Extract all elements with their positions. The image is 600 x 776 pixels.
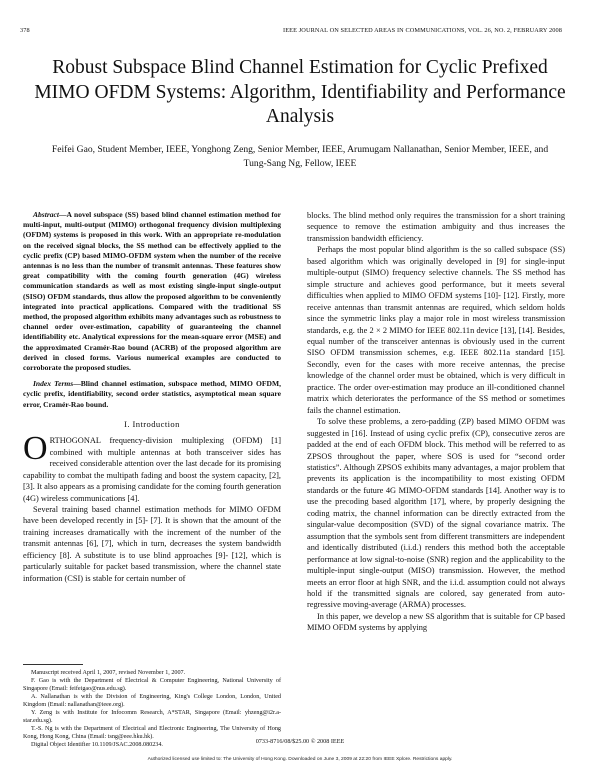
drop-cap: O [23, 430, 48, 468]
journal-header: IEEE JOURNAL ON SELECTED AREAS IN COMMUNICATIONS, VOL. 26, NO. 2, FEBRUARY 2008 [283, 27, 562, 34]
intro-paragraph-1-text: RTHOGONAL frequency-division multiplexing (OFDM) [1] combined with multiple antennas at both transceiver sides has received considerable attention over the last decade for its promising capability to combat the multipath fading and boost the system capacity, [2], [3]. It also appears as a promising candidate for the coming fourth generation (4G) wireless communications [4]. [23, 436, 281, 503]
footnote-gao: F. Gao is with the Department of Electrical & Computer Engineering, National University of Singapore (Email: feifeigao@nus.edu.sg). [23, 678, 281, 692]
footnote-doi: Digital Object Identifier 10.1109/JSAC.2008.080234. [31, 742, 163, 748]
author-line: Feifei Gao, Student Member, IEEE, Yonghong Zeng, Senior Member, IEEE, Arumugam Nallanathan, Senior Member, IEEE, and Tung-Sang Ng, Fellow, IEEE [51, 144, 549, 169]
authorized-use-notice: Authorized licensed use limited to: The University of Hong Kong. Downloaded on June 3, 2009 at 22:20 from IEEE Xplore. Restrictions apply. [147, 757, 453, 762]
left-column [23, 210, 281, 584]
copyright-line: 0733-8716/08/$25.00 © 2008 IEEE [255, 738, 345, 745]
section-heading: I. Introduction [124, 418, 180, 429]
abstract [23, 210, 281, 373]
index-terms-text: —Blind channel estimation, subspace method, MIMO OFDM, cyclic prefix, identifiability, second order statistics, asymptotical mean square error, Cramér-Rao bound. [23, 379, 281, 409]
page-number: 378 [20, 27, 30, 34]
footnote-nallanathan: A. Nallanathan is with the Division of Engineering, King's College London, London, United Kingdom (Email: nallanathan@ieee.org). [23, 694, 281, 708]
index-terms [23, 379, 281, 410]
footnote-zeng: Y. Zeng is with Institute for Infocomm Research, A*STAR, Singapore (Email: yhzeng@i2r.a-star.edu.sg). [23, 710, 281, 724]
footnote-manuscript: Manuscript received April 1, 2007, revised November 1, 2007. [31, 670, 186, 676]
running-header [20, 27, 562, 39]
right-paragraph-2: To solve these problems, a zero-padding (ZP) based MIMO OFDM was suggested in [16]. Instead of using cyclic prefix (CP), consecutive zeros are padded at the end of each OFDM block. This method will be referred to as ZPSOS throughout the paper, where SOS is used for “second order statistics”. Although ZPSOS exhibits many advantages, a major problem that prevents its application is the incompatibility to most existing OFDM standards or the future 4G MIMO-OFDM standards [14]. Another way is to use the precoding based algorithm [17], where, by properly designing the coding matrix, the channel information can be directly extracted from the singular-value decomposition (SVD) of the signal covariance matrix. The assumption that the symbols sent from different transmitters are independent and identically distributed (i.i.d.) renders this method both the acceptable performance at low signal-to-noise (SNR) region and the applicability to the multiple-input single-output (MISO) transmission. However, the method meets an error floor at high SNR, and the i.i.d. assumption could not always hold if the transmitted signals are colored, say generated from auto-regressive moving-average (ARMA) processes. [307, 417, 565, 610]
author-list [46, 143, 554, 171]
intro-paragraph-1 [23, 430, 281, 504]
right-paragraph-continued: blocks. The blind method only requires the transmission for a short training sequence to remove the estimation ambiguity and thus increases the transmission bandwidth efficiency. [307, 211, 565, 243]
abstract-text: —A novel subspace (SS) based blind channel estimation method for multi-input, multi-output (MIMO) orthogonal frequency division multiplexing (OFDM) systems is proposed in this work. With an appropriate re-modulation on the received signal blocks, the SS method can be effectively applied to the cyclic prefix (CP) based MIMO-OFDM system when the number of the receive antennas is no less than the number of transmit antennas. These features show great compatibility with the coming fourth generation (4G) wireless communication standards as well as most existing single-input single-output (SISO) OFDM standards, thus allow the proposed algorithm to be conveniently integrated into practical applications. Compared with the traditional SS method, the proposed algorithm exhibits many advantages such as robustness to channel order over-estimation, capability of guaranteeing the channel identifiability etc. Analytical expressions for the mean-square error (MSE) and the approximated Cramér-Rao bound (ACRB) of the proposed algorithm are derived in closed forms. Various numerical examples are conducted to corroborate the proposed studies. [23, 210, 281, 373]
footnotes [23, 664, 281, 749]
index-terms-label: Index Terms [33, 379, 74, 389]
abstract-label: Abstract [33, 210, 59, 219]
footnote-ng: T.-S. Ng is with the Department of Electrical and Electronic Engineering, The University of Hong Kong, Hong Kong, China (Email: tsng@eee.hku.hk). [23, 726, 281, 740]
intro-paragraph-2: Several training based channel estimation methods for MIMO OFDM have been developed recently in [5]- [7]. It is shown that the amount of the training increases dramatically with the increment of the number of the transmit antennas [6], [7], which in turn, decreases the system bandwidth efficiency [8]. A substitute is to use blind approaches [9]- [12], which is particularly suitable for packet based transmission, where the channel state information (CSI) is stable for certain number of [23, 505, 281, 583]
paper-title: Robust Subspace Blind Channel Estimation for Cyclic Prefixed MIMO OFDM Systems: Algorithm, Identifiability and Performance Analysis [34, 57, 566, 127]
right-paragraph-1: Perhaps the most popular blind algorithm is the so called subspace (SS) based algorithm which was originally developed in [9] for single-input multiple-output (SIMO) frequency selective channels. The SS method has simple structure and achieves good performance, but it meets several difficulties when applied to MIMO OFDM systems [10]- [12]. Firstly, more receive antennas than transmit antennas are required, which seldom holds since the symmetric links play a major role in most wireless transmission standards, e.g. the 2 × 2 MIMO for IEEE 802.11n device [13], [14]. Besides, equal number of the transceiver antennas is obviously used in the current SISO OFDM transmission schemes, e.g. IEEE 802.11a standard [15]. Secondly, even for the cases with more receive antennas, the precise knowledge of the channel order must be obtained, which is very difficult in practice. The order over-estimation may produce an ill-conditioned channel matrix which deteriorates the performance of the SS method or sometimes fails the channel estimation. [307, 245, 565, 415]
right-paragraph-3: In this paper, we develop a new SS algorithm that is suitable for CP based MIMO OFDM systems by applying [307, 611, 565, 633]
right-column [307, 210, 565, 634]
footnote-rule [23, 664, 83, 665]
